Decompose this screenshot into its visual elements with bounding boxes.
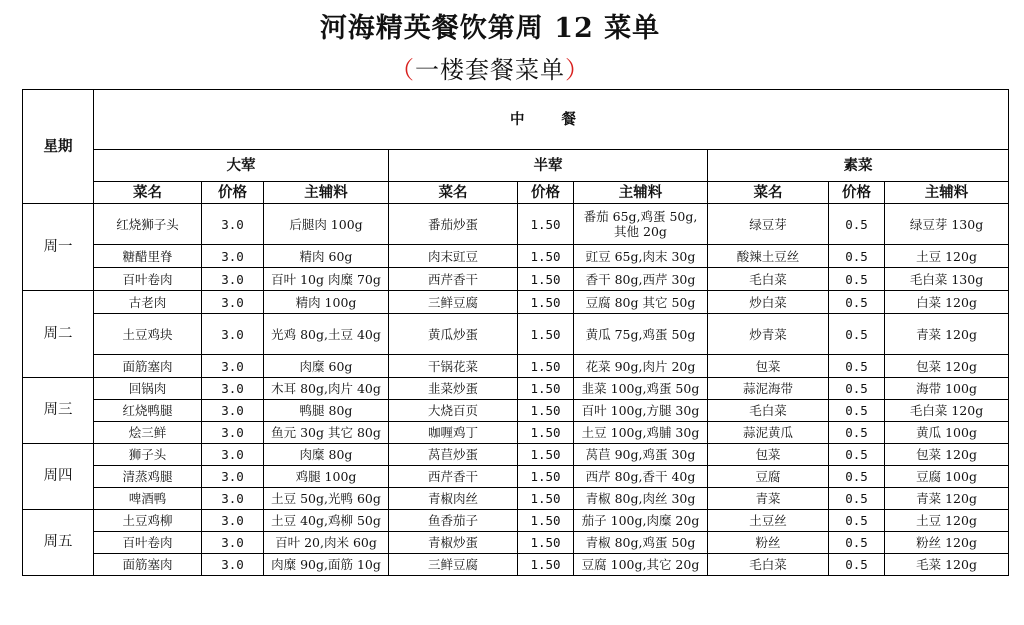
ingredients-cell: 土豆 100g,鸡脯 30g — [574, 422, 708, 444]
dish-name-cell: 毛白菜 — [708, 400, 829, 422]
price-cell: 3.0 — [202, 245, 264, 268]
ingredients-cell: 土豆 40g,鸡柳 50g — [264, 510, 389, 532]
dish-name-cell: 烩三鲜 — [94, 422, 202, 444]
column-header-price: 价格 — [202, 182, 264, 204]
ingredients-cell: 韭菜 100g,鸡蛋 50g — [574, 378, 708, 400]
dish-name-cell: 回锅肉 — [94, 378, 202, 400]
ingredients-cell: 木耳 80g,肉片 40g — [264, 378, 389, 400]
dish-name-cell: 狮子头 — [94, 444, 202, 466]
price-cell: 1.50 — [518, 554, 574, 576]
dish-name-cell: 土豆鸡块 — [94, 314, 202, 355]
table-row — [23, 204, 1009, 245]
price-cell: 3.0 — [202, 378, 264, 400]
ingredients-cell: 土豆 120g — [885, 245, 1009, 268]
ingredients-cell: 绿豆芽 130g — [885, 204, 1009, 245]
table-row — [23, 488, 1009, 510]
price-cell: 3.0 — [202, 355, 264, 378]
weekday-header: 星期 — [23, 90, 94, 204]
price-cell: 0.5 — [829, 488, 885, 510]
price-cell: 0.5 — [829, 245, 885, 268]
ingredients-cell: 精肉 60g — [264, 245, 389, 268]
category-half-meat-header: 半荤 — [389, 150, 708, 182]
ingredients-cell: 莴苣 90g,鸡蛋 30g — [574, 444, 708, 466]
ingredients-cell: 花菜 90g,肉片 20g — [574, 355, 708, 378]
dish-name-cell: 红烧鸭腿 — [94, 400, 202, 422]
dish-name-cell: 啤酒鸭 — [94, 488, 202, 510]
menu-table — [22, 89, 1009, 576]
column-header-price: 价格 — [518, 182, 574, 204]
ingredients-cell: 黄瓜 100g — [885, 422, 1009, 444]
price-cell: 1.50 — [518, 245, 574, 268]
price-cell: 0.5 — [829, 400, 885, 422]
column-header-dish: 菜名 — [708, 182, 829, 204]
table-row — [23, 422, 1009, 444]
ingredients-cell: 番茄 65g,鸡蛋 50g, 其他 20g — [574, 204, 708, 245]
price-cell: 0.5 — [829, 444, 885, 466]
table-row — [23, 400, 1009, 422]
price-cell: 0.5 — [829, 355, 885, 378]
price-cell: 1.50 — [518, 400, 574, 422]
dish-name-cell: 土豆鸡柳 — [94, 510, 202, 532]
menu-body — [23, 204, 1009, 576]
ingredients-cell: 豇豆 65g,肉末 30g — [574, 245, 708, 268]
price-cell: 1.50 — [518, 314, 574, 355]
ingredients-cell: 土豆 50g,光鸭 60g — [264, 488, 389, 510]
price-cell: 3.0 — [202, 400, 264, 422]
weekday-cell: 周三 — [23, 378, 94, 444]
price-cell: 0.5 — [829, 466, 885, 488]
price-cell: 0.5 — [829, 554, 885, 576]
subtitle-close-paren: ） — [565, 56, 590, 84]
lunch-header: 中 餐 — [94, 90, 1009, 150]
dish-name-cell: 三鲜豆腐 — [389, 291, 518, 314]
ingredients-cell: 毛白菜 120g — [885, 400, 1009, 422]
dish-name-cell: 青椒肉丝 — [389, 488, 518, 510]
table-row — [23, 245, 1009, 268]
price-cell: 3.0 — [202, 291, 264, 314]
ingredients-cell: 光鸡 80g,土豆 40g — [264, 314, 389, 355]
weekday-cell: 周二 — [23, 291, 94, 378]
dish-name-cell: 西芹香干 — [389, 466, 518, 488]
table-row — [23, 532, 1009, 554]
dish-name-cell: 青椒炒蛋 — [389, 532, 518, 554]
price-cell: 0.5 — [829, 314, 885, 355]
price-cell: 1.50 — [518, 510, 574, 532]
column-header-dish: 菜名 — [389, 182, 518, 204]
dish-name-cell: 青菜 — [708, 488, 829, 510]
dish-name-cell: 蒜泥海带 — [708, 378, 829, 400]
column-header-ingredients: 主辅料 — [574, 182, 708, 204]
price-cell: 3.0 — [202, 532, 264, 554]
dish-name-cell: 糖醋里脊 — [94, 245, 202, 268]
category-vegetable-header: 素菜 — [708, 150, 1009, 182]
ingredients-cell: 茄子 100g,肉糜 20g — [574, 510, 708, 532]
price-cell: 0.5 — [829, 532, 885, 554]
dish-name-cell: 面筋塞肉 — [94, 554, 202, 576]
dish-name-cell: 百叶卷肉 — [94, 268, 202, 291]
price-cell: 3.0 — [202, 422, 264, 444]
ingredients-cell: 精肉 100g — [264, 291, 389, 314]
dish-name-cell: 西芹香干 — [389, 268, 518, 291]
weekday-cell: 周五 — [23, 510, 94, 576]
ingredients-cell: 包菜 120g — [885, 355, 1009, 378]
ingredients-cell: 青菜 120g — [885, 314, 1009, 355]
dish-name-cell: 莴苣炒蛋 — [389, 444, 518, 466]
price-cell: 0.5 — [829, 378, 885, 400]
dish-name-cell: 大烧百页 — [389, 400, 518, 422]
table-row — [23, 291, 1009, 314]
page-title: 河海精英餐饮第周 12 菜单 — [319, 13, 661, 44]
ingredients-cell: 百叶 100g,方腿 30g — [574, 400, 708, 422]
weekday-cell: 周一 — [23, 204, 94, 291]
dish-name-cell: 蒜泥黄瓜 — [708, 422, 829, 444]
dish-name-cell: 肉末豇豆 — [389, 245, 518, 268]
ingredients-cell: 香干 80g,西芹 30g — [574, 268, 708, 291]
ingredients-cell: 海带 100g — [885, 378, 1009, 400]
price-cell: 0.5 — [829, 204, 885, 245]
ingredients-cell: 鸭腿 80g — [264, 400, 389, 422]
ingredients-cell: 后腿肉 100g — [264, 204, 389, 245]
subtitle-open-paren: （ — [390, 56, 415, 84]
price-cell: 3.0 — [202, 510, 264, 532]
dish-name-cell: 咖喱鸡丁 — [389, 422, 518, 444]
dish-name-cell: 三鲜豆腐 — [389, 554, 518, 576]
table-row — [23, 355, 1009, 378]
dish-name-cell: 炒白菜 — [708, 291, 829, 314]
ingredients-cell: 青菜 120g — [885, 488, 1009, 510]
price-cell: 0.5 — [829, 510, 885, 532]
price-cell: 3.0 — [202, 488, 264, 510]
column-header-ingredients: 主辅料 — [264, 182, 389, 204]
ingredients-cell: 粉丝 120g — [885, 532, 1009, 554]
ingredients-cell: 白菜 120g — [885, 291, 1009, 314]
ingredients-cell: 鱼元 30g 其它 80g — [264, 422, 389, 444]
table-row — [23, 466, 1009, 488]
ingredients-cell: 百叶 10g 肉糜 70g — [264, 268, 389, 291]
price-cell: 1.50 — [518, 488, 574, 510]
ingredients-cell: 毛菜 120g — [885, 554, 1009, 576]
dish-name-cell: 黄瓜炒蛋 — [389, 314, 518, 355]
dish-name-cell: 毛白菜 — [708, 554, 829, 576]
ingredients-cell: 豆腐 100g — [885, 466, 1009, 488]
price-cell: 0.5 — [829, 268, 885, 291]
ingredients-cell: 百叶 20,肉米 60g — [264, 532, 389, 554]
ingredients-cell: 包菜 120g — [885, 444, 1009, 466]
dish-name-cell: 鱼香茄子 — [389, 510, 518, 532]
column-header-dish: 菜名 — [94, 182, 202, 204]
price-cell: 3.0 — [202, 204, 264, 245]
price-cell: 1.50 — [518, 268, 574, 291]
price-cell: 0.5 — [829, 422, 885, 444]
dish-name-cell: 古老肉 — [94, 291, 202, 314]
dish-name-cell: 绿豆芽 — [708, 204, 829, 245]
dish-name-cell: 炒青菜 — [708, 314, 829, 355]
ingredients-cell: 鸡腿 100g — [264, 466, 389, 488]
dish-name-cell: 包菜 — [708, 444, 829, 466]
table-row — [23, 378, 1009, 400]
column-header-ingredients: 主辅料 — [885, 182, 1009, 204]
table-row — [23, 554, 1009, 576]
table-row — [23, 268, 1009, 291]
price-cell: 3.0 — [202, 466, 264, 488]
ingredients-cell: 黄瓜 75g,鸡蛋 50g — [574, 314, 708, 355]
price-cell: 3.0 — [202, 444, 264, 466]
dish-name-cell: 粉丝 — [708, 532, 829, 554]
column-header-price: 价格 — [829, 182, 885, 204]
dish-name-cell: 毛白菜 — [708, 268, 829, 291]
dish-name-cell: 豆腐 — [708, 466, 829, 488]
price-cell: 1.50 — [518, 355, 574, 378]
subtitle-text: 一楼套餐菜单 — [415, 56, 565, 84]
price-cell: 1.50 — [518, 422, 574, 444]
dish-name-cell: 番茄炒蛋 — [389, 204, 518, 245]
table-row — [23, 314, 1009, 355]
ingredients-cell: 肉糜 60g — [264, 355, 389, 378]
price-cell: 3.0 — [202, 554, 264, 576]
dish-name-cell: 红烧狮子头 — [94, 204, 202, 245]
table-row — [23, 510, 1009, 532]
price-cell: 1.50 — [518, 378, 574, 400]
dish-name-cell: 酸辣土豆丝 — [708, 245, 829, 268]
ingredients-cell: 肉糜 80g — [264, 444, 389, 466]
price-cell: 1.50 — [518, 532, 574, 554]
price-cell: 1.50 — [518, 466, 574, 488]
ingredients-cell: 青椒 80g,肉丝 30g — [574, 488, 708, 510]
weekday-cell: 周四 — [23, 444, 94, 510]
ingredients-cell: 青椒 80g,鸡蛋 50g — [574, 532, 708, 554]
dish-name-cell: 韭菜炒蛋 — [389, 378, 518, 400]
price-cell: 1.50 — [518, 444, 574, 466]
category-meat-header: 大荤 — [94, 150, 389, 182]
dish-name-cell: 面筋塞肉 — [94, 355, 202, 378]
ingredients-cell: 西芹 80g,香干 40g — [574, 466, 708, 488]
dish-name-cell: 土豆丝 — [708, 510, 829, 532]
ingredients-cell: 豆腐 80g 其它 50g — [574, 291, 708, 314]
dish-name-cell: 清蒸鸡腿 — [94, 466, 202, 488]
dish-name-cell: 包菜 — [708, 355, 829, 378]
dish-name-cell: 干锅花菜 — [389, 355, 518, 378]
ingredients-cell: 土豆 120g — [885, 510, 1009, 532]
price-cell: 1.50 — [518, 291, 574, 314]
dish-name-cell: 百叶卷肉 — [94, 532, 202, 554]
price-cell: 3.0 — [202, 268, 264, 291]
table-row — [23, 444, 1009, 466]
page-subtitle — [0, 50, 980, 85]
ingredients-cell: 豆腐 100g,其它 20g — [574, 554, 708, 576]
ingredients-cell: 毛白菜 130g — [885, 268, 1009, 291]
price-cell: 3.0 — [202, 314, 264, 355]
ingredients-cell: 肉糜 90g,面筋 10g — [264, 554, 389, 576]
price-cell: 0.5 — [829, 291, 885, 314]
price-cell: 1.50 — [518, 204, 574, 245]
